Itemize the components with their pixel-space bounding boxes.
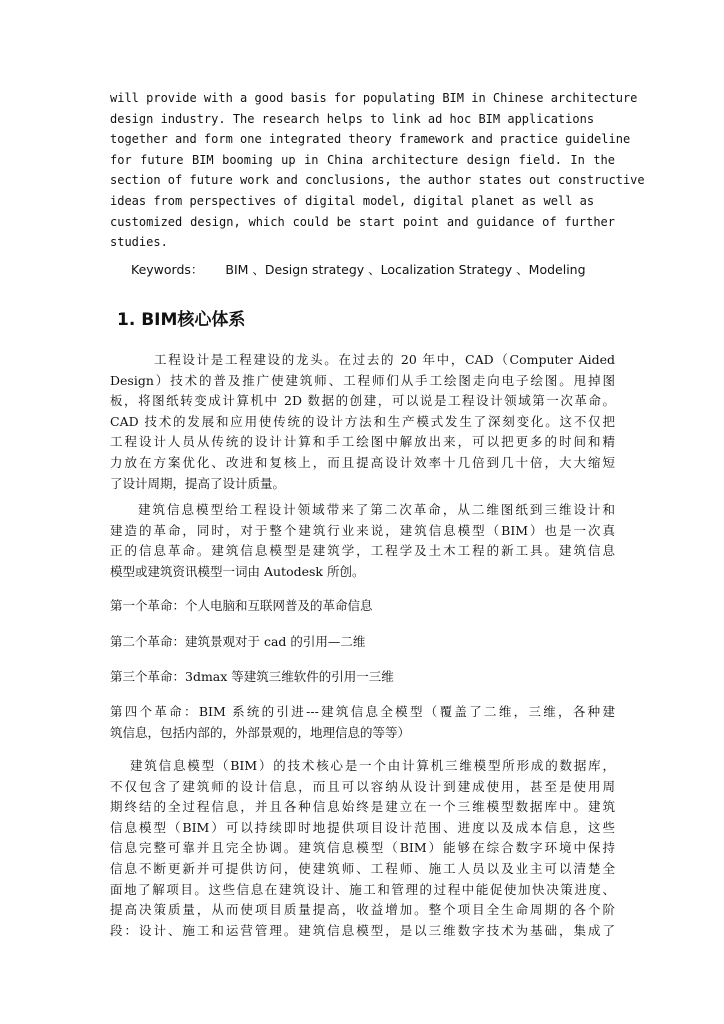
paragraph-line: 筑信息，包括内部的，外部景观的，地理信息的等等） (110, 724, 411, 740)
paragraph-line: 正的信息革命。建筑信息模型是建筑学，工程学及土木工程的新工具。建筑信息 (110, 543, 615, 559)
paragraph-bim-core (110, 756, 615, 941)
paragraph-line: 提高决策质量，从而使项目质量提高，收益增加。整个项目全生命周期的各个阶 (110, 902, 615, 918)
keywords-label: Keywords： (131, 262, 204, 277)
revolution-second: 第二个革命：建筑景观对于 cad 的引用—二维 (110, 634, 366, 649)
paragraph-line: CAD 技术的发展和应用使传统的设计方法和生产模式发生了深刻变化。这不仅把 (110, 413, 615, 429)
abstract-paragraph (110, 88, 645, 253)
paragraph-line: 模型或建筑资讯模型一词由 Autodesk 所创。 (110, 563, 365, 579)
paragraph-cad (110, 350, 615, 494)
section-heading: 1. BIM核心体系 (117, 310, 246, 330)
abstract-line: together and form one integrated theory framework and practice guideline (110, 132, 631, 147)
abstract-line: will provide with a good basis for populating BIM in Chinese architecture (110, 91, 638, 105)
keywords-line (131, 260, 586, 278)
abstract-line: customized design, which could be start point and guidance of further (110, 214, 615, 229)
paragraph-line: 力放在方案优化、改进和复核上，而且提高设计效率十几倍到几十倍，大大缩短 (110, 454, 615, 470)
paragraph-line: 建筑信息模型给工程设计领域带来了第二次革命，从二维图纸到三维设计和 (138, 502, 615, 517)
keywords-items: BIM 、Design strategy 、Localization Strategy 、Modeling (225, 262, 586, 277)
revolution-fourth (110, 702, 615, 743)
abstract-line: for future BIM booming up in China architecture design field. In the (110, 152, 615, 167)
paragraph-line: 不仅包含了建筑师的设计信息，而且可以容纳从设计到建成使用，甚至是使用周 (110, 778, 615, 794)
paragraph-line: 工程设计是工程建设的龙头。在过去的 20 年中，CAD（Computer Aided (154, 352, 615, 367)
paragraph-bim-revolution (110, 500, 615, 582)
paragraph-line: 工程设计人员从传统的设计计算和手工绘图中解放出来，可以把更多的时间和精 (110, 434, 615, 450)
paragraph-line: 第四个革命：BIM 系统的引进---建筑信息全模型（覆盖了二维，三维，各种建 (110, 704, 615, 719)
revolution-first: 第一个革命：个人电脑和互联网普及的革命信息 (110, 598, 373, 613)
paragraph-line: 期终结的全过程信息，并且各种信息始终是建立在一个三维模型数据库中。建筑 (110, 799, 615, 815)
abstract-line: section of future work and conclusions, the author states out constructive (110, 173, 645, 188)
abstract-line: design industry. The research helps to link ad hoc BIM applications (110, 111, 595, 126)
paragraph-line: 信息完整可靠并且完全协调。建筑信息模型（BIM）能够在综合数字环境中保持 (110, 840, 615, 856)
abstract-line: studies. (110, 235, 168, 250)
paragraph-line: 信息不断更新并可提供访问，使建筑师、工程师、施工人员以及业主可以清楚全 (110, 860, 615, 876)
paragraph-line: Design）技术的普及推广使建筑师、工程师们从手工绘图走向电子绘图。甩掉图 (110, 372, 615, 388)
abstract-line: ideas from perspectives of digital model, digital planet as well as (110, 193, 595, 208)
paragraph-line: 了设计周期，提高了设计质量。 (110, 475, 286, 491)
revolution-third: 第三个革命：3dmax 等建筑三维软件的引用一三维 (110, 669, 394, 684)
paragraph-line: 段：设计、施工和运营管理。建筑信息模型，是以三维数字技术为基础，集成了 (110, 922, 615, 938)
paragraph-line: 建筑信息模型（BIM）的技术核心是一个由计算机三维模型所形成的数据库， (130, 758, 615, 773)
paragraph-line: 面地了解项目。这些信息在建筑设计、施工和管理的过程中能促使加快决策进度、 (110, 881, 615, 897)
paragraph-line: 信息模型（BIM）可以持续即时地提供项目设计范围、进度以及成本信息，这些 (110, 819, 615, 835)
paragraph-line: 建造的革命，同时，对于整个建筑行业来说，建筑信息模型（BIM）也是一次真 (110, 522, 615, 538)
paragraph-line: 板，将图纸转变成计算机中 2D 数据的创建，可以说是工程设计领域第一次革命。 (110, 393, 615, 409)
